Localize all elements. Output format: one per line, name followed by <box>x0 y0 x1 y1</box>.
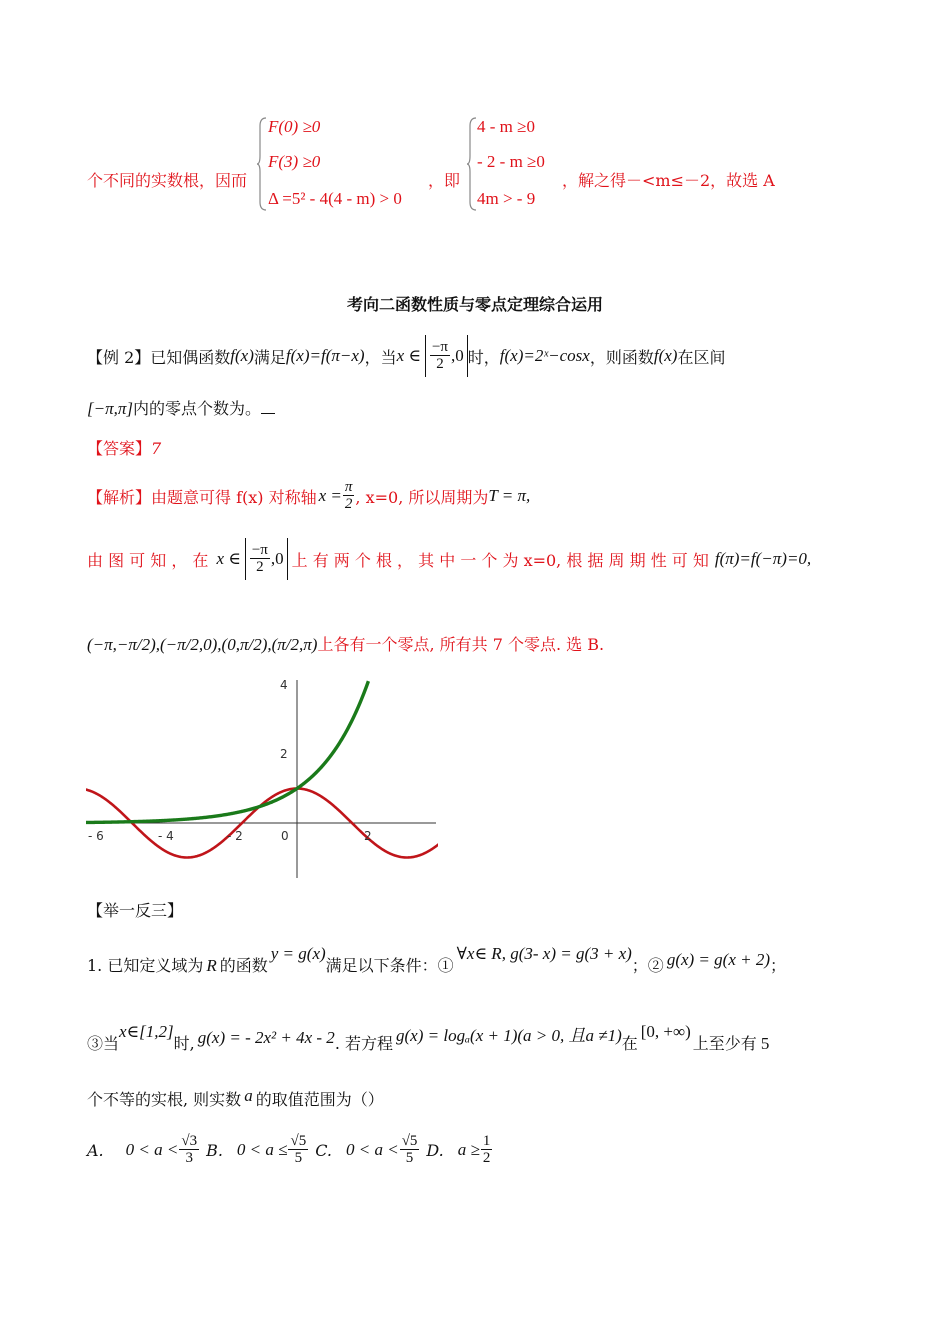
example-text-e: ，则函数 <box>589 347 654 367</box>
analysis-interval <box>245 538 288 580</box>
example-text-d: 时， <box>467 347 500 367</box>
example-fx: f(x) <box>230 346 254 365</box>
option-a-den: 3 <box>179 1149 199 1166</box>
answer-line <box>87 436 161 459</box>
q1-h: 上至少有 <box>692 1034 757 1053</box>
example-formula: f(x)=2ˣ−cosx <box>499 346 590 365</box>
example-eq1: f(x)=f(π−x) <box>285 346 365 365</box>
analysis-line2-b: 上 有 两 个 根 ， 其 中 一 个 为 x=0, 根 据 周 期 性 可 知 <box>291 550 709 570</box>
option-d-den: 2 <box>482 1150 491 1166</box>
option-b[interactable] <box>206 1134 309 1166</box>
q1-func: y = g(x) <box>270 944 326 963</box>
example-text-a: 已知偶函数 <box>150 347 231 367</box>
analysis-tag: 【解析】 <box>87 487 152 507</box>
q1-i: 个不等的实根, 则实数 <box>87 1090 242 1109</box>
answer-value: 7 <box>151 439 162 458</box>
option-b-lhs: 0 < a ≤ <box>236 1140 288 1159</box>
q1-semi1: ；② <box>631 956 664 975</box>
section-title: 考向二函数性质与零点定理综合运用 <box>346 295 603 314</box>
q1-eq: g(x) = logₐ(x + 1)(a > 0, 且a ≠1) <box>396 1026 622 1045</box>
example-cond: x ∈ <box>396 346 421 365</box>
analysis-line2-cond: x ∈ <box>216 549 241 568</box>
example-text-b: 满足 <box>253 347 286 367</box>
q1-c: 满足以下条件：① <box>325 956 454 975</box>
sys1-line-1: F(0) ≥0 <box>268 117 321 136</box>
option-a-lhs: 0 < a < <box>125 1140 179 1159</box>
left-brace-icon <box>256 116 268 212</box>
x-tick-0: 0 <box>281 829 289 843</box>
interval-numerator: −π <box>431 339 449 355</box>
q1-e: 时, <box>173 1034 195 1053</box>
q1-cond3: x∈[1,2] <box>119 1022 174 1041</box>
answer-tag: 【答案】 <box>87 439 152 458</box>
option-d-lhs: a ≥ <box>457 1140 480 1159</box>
option-a-label: A. <box>87 1141 104 1160</box>
axis-den: 2 <box>343 495 355 512</box>
sys2-line-1: 4 - m ≥0 <box>477 117 535 136</box>
option-c-num: √5 <box>401 1133 418 1149</box>
q1-a-var: a <box>244 1086 253 1105</box>
sys2-line-2: - 2 - m ≥0 <box>477 152 545 171</box>
line2-interval: [−π,π] <box>87 399 133 418</box>
q1-R: R <box>206 956 217 975</box>
function-graph <box>86 676 438 880</box>
line2-text: 内的零点个数为。 <box>133 399 262 418</box>
y-tick-4: 4 <box>280 678 288 692</box>
option-a[interactable] <box>87 1134 200 1166</box>
answer-blank <box>261 399 275 414</box>
option-c-lhs: 0 < a < <box>345 1140 399 1159</box>
analysis-interval-den: 2 <box>250 558 270 575</box>
axis-num: π <box>344 479 353 495</box>
q1-f: . 若方程 <box>334 1034 393 1053</box>
option-c-den: 5 <box>400 1149 420 1166</box>
analysis-line1-b: , x=0, 所以周期为 <box>355 487 489 507</box>
analysis-line2-a: 由 图 可 知 ， 在 <box>87 550 209 570</box>
option-b-label: B. <box>206 1141 223 1160</box>
example-tag: 【例 2】 <box>87 347 151 367</box>
analysis-period: T = π, <box>488 486 531 505</box>
q1-semi2: ； <box>770 956 787 975</box>
x-tick-minus2: - 2 <box>227 829 243 843</box>
q1-a: 1. 已知定义域为 <box>87 956 204 975</box>
practice-tag: 【举一反三】 <box>87 901 184 920</box>
interval-end: ,0 <box>451 346 464 365</box>
sys2-line-3: 4m > - 9 <box>477 189 536 208</box>
analysis-axis: x = <box>318 486 342 505</box>
option-a-num: √3 <box>181 1133 198 1149</box>
q1-j: 的取值范围为（） <box>255 1090 384 1109</box>
x-tick-minus6: - 6 <box>88 829 104 843</box>
q1-interval: [0, +∞) <box>640 1022 691 1041</box>
example-text-f: 在区间 <box>677 347 726 367</box>
q1-gx: g(x) = - 2x² + 4x - 2 <box>197 1028 335 1047</box>
analysis-line3-text: 上各有一个零点, 所有共 7 个零点. 选 B. <box>317 635 605 654</box>
interval-denominator: 2 <box>430 355 450 372</box>
x-tick-minus4: - 4 <box>158 829 174 843</box>
analysis-line1-a: 由题意可得 f(x) 对称轴 <box>151 487 317 507</box>
option-d[interactable] <box>426 1134 493 1166</box>
top-sep: ，即 <box>428 171 461 190</box>
y-tick-2: 2 <box>280 747 288 761</box>
analysis-interval-end: ,0 <box>270 549 284 568</box>
top-prefix: 个不同的实数根，因而 <box>87 171 248 190</box>
sys1-line-2: F(3) ≥0 <box>268 152 321 171</box>
q1-cond2: g(x) = g(x + 2) <box>666 950 770 969</box>
option-b-num: √5 <box>290 1133 307 1149</box>
q1-d: ③当 <box>87 1034 120 1053</box>
x-tick-2: 2 <box>364 829 372 843</box>
q1-options <box>87 1124 493 1176</box>
q1-five: 5 <box>760 1034 770 1053</box>
option-b-den: 5 <box>288 1149 308 1166</box>
option-c[interactable] <box>315 1134 420 1166</box>
analysis-intervals: (−π,−π/2),(−π/2,0),(0,π/2),(π/2,π) <box>87 635 318 654</box>
top-suffix: ，解之得－<m≤－2，故选 A <box>562 171 775 190</box>
q1-cond1: ∀x∈ R, g(3- x) = g(3 + x) <box>456 944 632 963</box>
q1-b: 的函数 <box>219 956 268 975</box>
example-text-c: ，当 <box>364 347 397 367</box>
example-fx-2: f(x) <box>653 346 678 365</box>
q1-g: 在 <box>621 1034 638 1053</box>
option-d-num: 1 <box>482 1133 491 1149</box>
analysis-interval-num: −π <box>251 542 268 558</box>
option-c-label: C. <box>315 1141 332 1160</box>
option-d-label: D. <box>426 1141 444 1160</box>
analysis-line2-eq: f(π)=f(−π)=0, <box>714 549 812 568</box>
sys1-line-3: Δ =5² - 4(4 - m) > 0 <box>268 189 402 208</box>
example-interval <box>425 335 468 377</box>
